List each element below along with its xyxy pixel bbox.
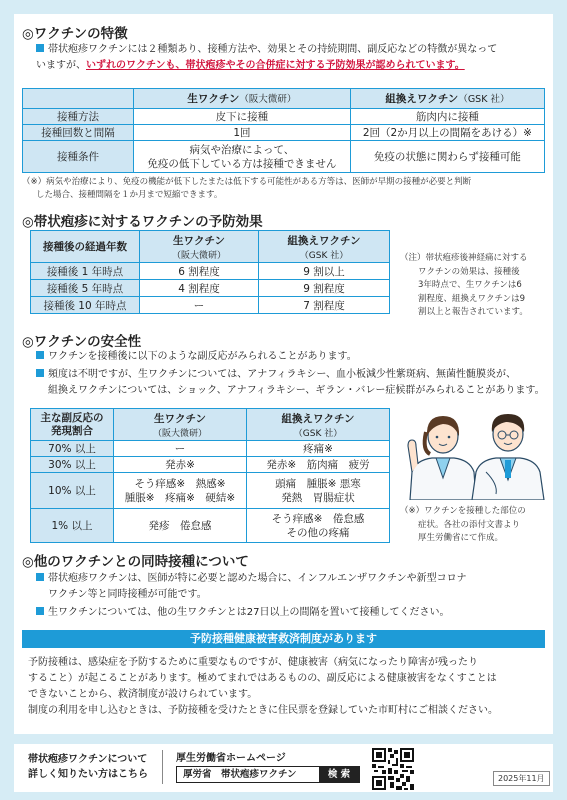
search-box[interactable] — [176, 766, 360, 783]
doctors-icon — [402, 402, 547, 500]
efficacy-emphasis: いずれのワクチンも、帯状疱疹やその合併症に対する予防効果が認められています。 — [86, 60, 465, 71]
table-row: 接種後 1 年時点 6 割程度 9 割以上 — [31, 263, 390, 280]
square-bullet-icon — [36, 351, 44, 359]
table-row: 1% 以上 発疹 倦怠感 そう痒感※ 倦怠感 その他の疼痛 — [31, 509, 390, 543]
footer-more-info: 帯状疱疹ワクチンについて 詳しく知りたい方はこちら — [28, 754, 148, 780]
table-row: 30% 以上 発赤※ 発赤※ 筋肉痛 疲労 — [31, 457, 390, 473]
footer-divider — [162, 750, 163, 784]
safety-bullets: ワクチンを接種後に以下のような副反応がみられることがあります。 頻度は不明ですが、生ワクチンについては、アナフィラキシー、血小板減少性紫斑病、無菌性髄膜炎が、 組換えワクチンについては、ショック、アナフィラキシー、ギラン・バレー症候群がみられることがあります。 — [36, 349, 551, 399]
table-row: 接種回数と間隔 1回 2回（2か月以上の間隔をあける）※ — [23, 125, 545, 141]
efficacy-table: 接種後の経過年数 生ワクチン （阪大微研） 組換えワクチン （GSK 社） 接種後 1 年時点 6 割程度 9 割以上 接種後 5 年時点 4 割程度 9 割程度 接種後 10 年時点 ー 7 割程度 — [30, 230, 390, 314]
issue-date: 2025年11月 — [493, 771, 550, 786]
square-bullet-icon — [36, 607, 44, 615]
mhlw-homepage-label: 厚生労働省ホームページ — [176, 753, 286, 764]
relief-system-banner: 予防接種健康被害救済制度があります — [22, 630, 545, 648]
relief-paragraph: 予防接種は、感染症を予防するために重要なものですが、健康被害（病気になったり障害が残ったり すること）が起こることがあります。極めてまれではあるものの、副反応による健康被害をなくすことは できないことから、救済制度が設けられています。 制度の利用を申し込むときは、予防接種を受けたときに住民票を登録していた市町村にご相談ください。 — [28, 657, 498, 716]
square-bullet-icon — [36, 573, 44, 581]
side-effects-table: 主な副反応の 発現割合 生ワクチン （阪大微研） 組換えワクチン （GSK 社） 70% 以上 ー 疼痛※ 30% 以上 発赤※ 発赤※ 筋肉痛 疲労 10% 以上 そう痒感※ 熱感※ 腫脹※ 疼痛※ 硬結※ 頭痛 腫脹※ 悪寒 発熱 胃腸症状 1% 以上 発疹 倦怠感 そう痒感※ 倦怠感 その他の疼痛 — [30, 408, 390, 543]
features-table — [22, 88, 545, 173]
section-title-coadministration: ◎他のワクチンとの同時接種について — [22, 554, 249, 570]
table-row: 70% 以上 ー 疼痛※ — [31, 441, 390, 457]
qr-code-icon — [372, 748, 414, 790]
doctors-illustration — [402, 402, 547, 500]
section-title-safety: ◎ワクチンの安全性 — [22, 334, 142, 350]
coadministration-bullets: 帯状疱疹ワクチンは、医師が特に必要と認めた場合に、インフルエンザワクチンや新型コロナ ワクチン等と同時接種が可能です。 生ワクチンについては、他の生ワクチンとは27日以上の間隔を置いて接種してください。 — [36, 571, 551, 621]
features-footnote: （※）病気や治療により、免疫の機能が低下したまたは低下する可能性がある方等は、医師が早期の接種が必要と判断 した場合、接種間隔を１か月まで短縮できます。 — [22, 177, 472, 200]
section-title-efficacy: ◎帯状疱疹に対するワクチンの予防効果 — [22, 214, 263, 230]
table-row: 接種後 10 年時点 ー 7 割程度 — [31, 297, 390, 314]
col-recombinant: 組換えワクチン（GSK 社） — [350, 89, 544, 109]
qr-code[interactable] — [372, 748, 414, 790]
footer — [14, 744, 553, 792]
features-bullet: 帯状疱疹ワクチンには２種類あり、接種方法や、効果とその持続期間、副反応などの特徴が異なって いますが、いずれのワクチンも、帯状疱疹やその合併症に対する予防効果が認められています。 — [36, 44, 498, 71]
search-button[interactable]: 検 索 — [319, 767, 359, 782]
search-input[interactable]: 厚労省 帯状疱疹ワクチン — [183, 769, 297, 780]
section-title-features: ◎ワクチンの特徴 — [22, 26, 128, 42]
side-effects-side-note: （※）ワクチンを接種した部位の 症状。各社の添付文書より 厚生労働省にて作成。 — [400, 506, 526, 543]
square-bullet-icon — [36, 44, 44, 52]
col-live: 生ワクチン（阪大微研） — [134, 89, 351, 109]
efficacy-side-note: （注）帯状疱疹後神経痛に対する ワクチンの効果は、接種後 3年時点で、生ワクチンは6 割程度、組換えワクチンは9 割以上と報告されています。 — [400, 253, 528, 317]
table-row: 接種方法 皮下に接種 筋肉内に接種 — [23, 109, 545, 125]
table-row: 10% 以上 そう痒感※ 熱感※ 腫脹※ 疼痛※ 硬結※ 頭痛 腫脹※ 悪寒 発熱 胃腸症状 — [31, 473, 390, 509]
table-row: 接種条件 病気や治療によって、 免疫の低下している方は接種できません 免疫の状態に関わらず接種可能 — [23, 141, 545, 173]
table-row: 接種後 5 年時点 4 割程度 9 割程度 — [31, 280, 390, 297]
square-bullet-icon — [36, 369, 44, 377]
